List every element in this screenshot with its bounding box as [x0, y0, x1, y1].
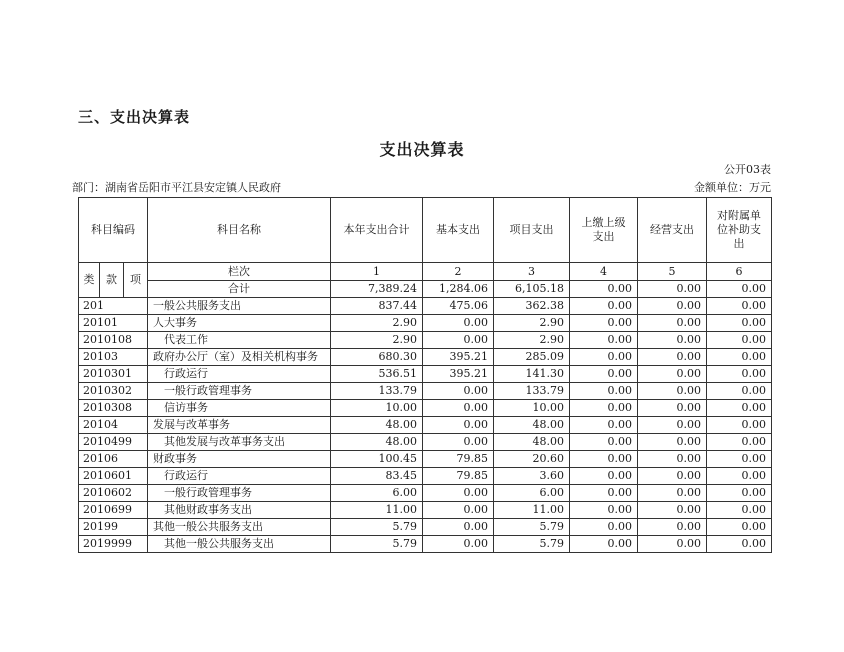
project-expense-cell: 48.00	[494, 434, 570, 451]
table-title: 支出决算表	[379, 140, 465, 159]
subject-name-cell: 发展与改革事务	[148, 417, 331, 434]
total-label: 合计	[148, 281, 331, 298]
upper-remit-cell: 0.00	[570, 434, 638, 451]
basic-expense-cell: 79.85	[423, 468, 494, 485]
subsidy-cell: 0.00	[707, 332, 772, 349]
year-total-cell: 5.79	[331, 519, 423, 536]
basic-expense-cell: 0.00	[423, 502, 494, 519]
year-total-cell: 2.90	[331, 315, 423, 332]
table-row	[79, 519, 772, 536]
subject-code-cell: 2010308	[79, 400, 148, 417]
upper-remit-cell: 0.00	[570, 298, 638, 315]
operating-expense-cell: 0.00	[638, 502, 707, 519]
subject-name-cell: 一般行政管理事务	[148, 485, 331, 502]
subject-code-cell: 2010601	[79, 468, 148, 485]
subject-name-cell: 信访事务	[148, 400, 331, 417]
subject-name-cell: 代表工作	[148, 332, 331, 349]
upper-remit-cell: 0.00	[570, 315, 638, 332]
upper-remit-cell: 0.00	[570, 536, 638, 553]
table-row	[79, 468, 772, 485]
operating-expense-cell: 0.00	[638, 298, 707, 315]
operating-expense-cell: 0.00	[638, 400, 707, 417]
basic-expense-cell: 79.85	[423, 451, 494, 468]
year-total-cell: 100.45	[331, 451, 423, 468]
lanci-col-6: 6	[707, 263, 772, 281]
basic-expense-cell: 395.21	[423, 349, 494, 366]
operating-expense-cell: 0.00	[638, 519, 707, 536]
year-total-cell: 10.00	[331, 400, 423, 417]
basic-expense-cell: 0.00	[423, 400, 494, 417]
operating-expense-cell: 0.00	[638, 315, 707, 332]
subject-name-cell: 行政运行	[148, 468, 331, 485]
year-total-cell: 48.00	[331, 434, 423, 451]
subsidy-cell: 0.00	[707, 298, 772, 315]
table-row	[79, 298, 772, 315]
project-expense-cell: 3.60	[494, 468, 570, 485]
upper-remit-cell: 0.00	[570, 366, 638, 383]
total-project: 6,105.18	[494, 281, 570, 298]
year-total-cell: 536.51	[331, 366, 423, 383]
subsidy-cell: 0.00	[707, 400, 772, 417]
table-row	[79, 383, 772, 400]
header-upper-remit: 上缴上级支出	[570, 198, 638, 263]
operating-expense-cell: 0.00	[638, 485, 707, 502]
subsidy-cell: 0.00	[707, 434, 772, 451]
table-row	[79, 349, 772, 366]
operating-expense-cell: 0.00	[638, 366, 707, 383]
subject-code-cell: 2010301	[79, 366, 148, 383]
basic-expense-cell: 0.00	[423, 383, 494, 400]
subject-name-cell: 其他一般公共服务支出	[148, 519, 331, 536]
basic-expense-cell: 0.00	[423, 434, 494, 451]
header-project: 项目支出	[494, 198, 570, 263]
subject-code-cell: 2010302	[79, 383, 148, 400]
subject-code-cell: 20103	[79, 349, 148, 366]
table-header-row	[79, 198, 772, 263]
upper-remit-cell: 0.00	[570, 400, 638, 417]
operating-expense-cell: 0.00	[638, 417, 707, 434]
basic-expense-cell: 0.00	[423, 519, 494, 536]
operating-expense-cell: 0.00	[638, 451, 707, 468]
operating-expense-cell: 0.00	[638, 349, 707, 366]
subsidy-cell: 0.00	[707, 315, 772, 332]
year-total-cell: 133.79	[331, 383, 423, 400]
project-expense-cell: 133.79	[494, 383, 570, 400]
subject-code-cell: 20199	[79, 519, 148, 536]
subsidy-cell: 0.00	[707, 366, 772, 383]
subsidy-cell: 0.00	[707, 451, 772, 468]
year-total-cell: 2.90	[331, 332, 423, 349]
grand-total-row	[79, 281, 772, 298]
operating-expense-cell: 0.00	[638, 383, 707, 400]
subject-code-cell: 2010699	[79, 502, 148, 519]
lanci-label: 栏次	[148, 263, 331, 281]
header-operating: 经营支出	[638, 198, 707, 263]
operating-expense-cell: 0.00	[638, 434, 707, 451]
table-row	[79, 332, 772, 349]
expenditure-table	[78, 197, 772, 553]
basic-expense-cell: 0.00	[423, 536, 494, 553]
lanci-col-1: 1	[331, 263, 423, 281]
project-expense-cell: 5.79	[494, 536, 570, 553]
table-row	[79, 485, 772, 502]
total-basic: 1,284.06	[423, 281, 494, 298]
subject-code-cell: 20104	[79, 417, 148, 434]
lanci-col-3: 3	[494, 263, 570, 281]
project-expense-cell: 141.30	[494, 366, 570, 383]
upper-remit-cell: 0.00	[570, 451, 638, 468]
total-subsidy: 0.00	[707, 281, 772, 298]
project-expense-cell: 285.09	[494, 349, 570, 366]
basic-expense-cell: 0.00	[423, 417, 494, 434]
basic-expense-cell: 0.00	[423, 485, 494, 502]
form-code-label: 公开03表	[724, 163, 771, 176]
unit-label: 金额单位：万元	[694, 181, 771, 194]
project-expense-cell: 48.00	[494, 417, 570, 434]
subject-name-cell: 其他财政事务支出	[148, 502, 331, 519]
year-total-cell: 11.00	[331, 502, 423, 519]
department-label: 部门：湖南省岳阳市平江县安定镇人民政府	[72, 181, 281, 194]
basic-expense-cell: 0.00	[423, 315, 494, 332]
meta-row	[72, 179, 771, 195]
operating-expense-cell: 0.00	[638, 536, 707, 553]
header-subject-code: 科目编码	[79, 198, 148, 263]
upper-remit-cell: 0.00	[570, 332, 638, 349]
year-total-cell: 5.79	[331, 536, 423, 553]
project-expense-cell: 5.79	[494, 519, 570, 536]
project-expense-cell: 20.60	[494, 451, 570, 468]
subject-code-cell: 201	[79, 298, 148, 315]
subsidy-cell: 0.00	[707, 417, 772, 434]
subject-name-cell: 一般行政管理事务	[148, 383, 331, 400]
subject-code-cell: 20106	[79, 451, 148, 468]
upper-remit-cell: 0.00	[570, 485, 638, 502]
upper-remit-cell: 0.00	[570, 417, 638, 434]
total-operating: 0.00	[638, 281, 707, 298]
table-row	[79, 366, 772, 383]
header-basic: 基本支出	[423, 198, 494, 263]
basic-expense-cell: 475.06	[423, 298, 494, 315]
subject-code-cell: 2010499	[79, 434, 148, 451]
header-section: 款	[100, 263, 124, 298]
year-total-cell: 837.44	[331, 298, 423, 315]
table-row	[79, 502, 772, 519]
section-heading: 三、支出决算表	[78, 108, 191, 126]
total-upper-remit: 0.00	[570, 281, 638, 298]
subject-name-cell: 其他一般公共服务支出	[148, 536, 331, 553]
table-row	[79, 315, 772, 332]
operating-expense-cell: 0.00	[638, 468, 707, 485]
header-year-total: 本年支出合计	[331, 198, 423, 263]
subsidy-cell: 0.00	[707, 536, 772, 553]
subject-code-cell: 20101	[79, 315, 148, 332]
basic-expense-cell: 0.00	[423, 332, 494, 349]
subject-name-cell: 一般公共服务支出	[148, 298, 331, 315]
header-item: 项	[124, 263, 148, 298]
subject-name-cell: 财政事务	[148, 451, 331, 468]
project-expense-cell: 362.38	[494, 298, 570, 315]
table-body	[79, 298, 772, 553]
subsidy-cell: 0.00	[707, 485, 772, 502]
subsidy-cell: 0.00	[707, 468, 772, 485]
upper-remit-cell: 0.00	[570, 349, 638, 366]
table-row	[79, 451, 772, 468]
subsidy-cell: 0.00	[707, 519, 772, 536]
subject-name-cell: 人大事务	[148, 315, 331, 332]
project-expense-cell: 11.00	[494, 502, 570, 519]
lanci-col-4: 4	[570, 263, 638, 281]
upper-remit-cell: 0.00	[570, 502, 638, 519]
column-index-row	[79, 263, 772, 281]
project-expense-cell: 2.90	[494, 332, 570, 349]
header-class: 类	[79, 263, 100, 298]
subsidy-cell: 0.00	[707, 383, 772, 400]
year-total-cell: 6.00	[331, 485, 423, 502]
subject-name-cell: 行政运行	[148, 366, 331, 383]
operating-expense-cell: 0.00	[638, 332, 707, 349]
table-row	[79, 434, 772, 451]
upper-remit-cell: 0.00	[570, 468, 638, 485]
subject-code-cell: 2010108	[79, 332, 148, 349]
header-subject-name: 科目名称	[148, 198, 331, 263]
subject-name-cell: 其他发展与改革事务支出	[148, 434, 331, 451]
subsidy-cell: 0.00	[707, 502, 772, 519]
year-total-cell: 680.30	[331, 349, 423, 366]
project-expense-cell: 10.00	[494, 400, 570, 417]
total-year: 7,389.24	[331, 281, 423, 298]
subject-name-cell: 政府办公厅（室）及相关机构事务	[148, 349, 331, 366]
upper-remit-cell: 0.00	[570, 383, 638, 400]
subject-code-cell: 2010602	[79, 485, 148, 502]
upper-remit-cell: 0.00	[570, 519, 638, 536]
year-total-cell: 83.45	[331, 468, 423, 485]
subject-code-cell: 2019999	[79, 536, 148, 553]
header-subsidy: 对附属单位补助支出	[707, 198, 772, 263]
lanci-col-5: 5	[638, 263, 707, 281]
year-total-cell: 48.00	[331, 417, 423, 434]
table-row	[79, 417, 772, 434]
subsidy-cell: 0.00	[707, 349, 772, 366]
table-row	[79, 536, 772, 553]
table-row	[79, 400, 772, 417]
project-expense-cell: 6.00	[494, 485, 570, 502]
basic-expense-cell: 395.21	[423, 366, 494, 383]
lanci-col-2: 2	[423, 263, 494, 281]
project-expense-cell: 2.90	[494, 315, 570, 332]
